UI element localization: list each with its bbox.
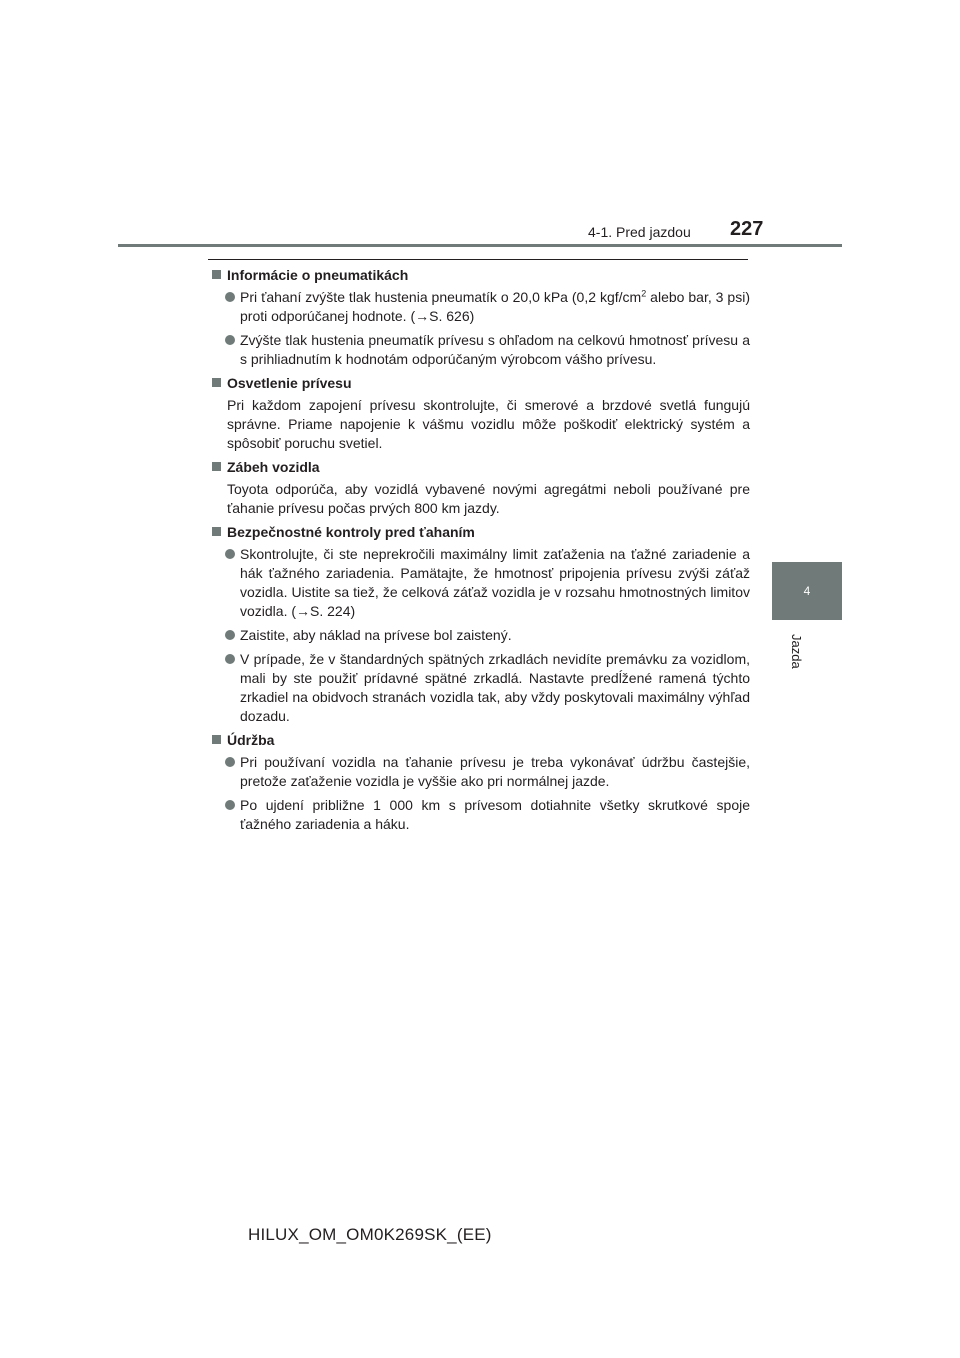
section-safety-checks	[210, 523, 750, 726]
list-item	[210, 796, 750, 834]
section-paragraph: Pri každom zapojení prívesu skontrolujte, či smerové a brzdové svetlá fungujú správne. Priame napojenie k vášmu vozidlu môže poškodiť elektrický systém a spôsobiť poruchu svetiel.	[227, 397, 750, 451]
text-before-sup: Pri ťahaní zvýšte tlak hustenia pneumatík o 20,0 kPa (0,2 kgf/cm	[240, 289, 642, 305]
list-item-text: Pri používaní vozidla na ťahanie prívesu je treba vykonávať údržbu častejšie, pretože zaťaženie vozidla je vyššie ako pri normálnej jazde.	[240, 754, 750, 789]
section-tires	[210, 266, 750, 369]
page-number: 227	[730, 218, 764, 240]
chapter-side-label: Jazda	[789, 634, 804, 669]
section-title-text: Bezpečnostné kontroly pred ťahaním	[227, 524, 475, 540]
document-code-footer: HILUX_OM_OM0K269SK_(EE)	[248, 1225, 492, 1244]
section-title	[210, 458, 750, 477]
text-after-sup: alebo bar, 3 psi) proti odporúčanej hodnote. (→S. 626)	[240, 289, 750, 324]
section-maintenance	[210, 731, 750, 834]
content-top-rule	[208, 259, 748, 260]
list-item	[210, 331, 750, 369]
list-item-text: Skontrolujte, či ste neprekročili maximálny limit zaťaženia na ťažné zariadenie a hák ťažného zariadenia. Pamätajte, že hmotnosť pripojenia prívesu zvýši záťaž vozidla. Uistite sa tiež, že celková záťaž vozidla je v rozsahu hmotnostných limitov vozidla. (→S. 224)	[240, 546, 750, 619]
list-item	[210, 626, 750, 645]
square-bullet-icon	[212, 527, 221, 536]
chapter-side-tab	[772, 562, 842, 620]
section-title	[210, 374, 750, 393]
section-title-text: Osvetlenie prívesu	[227, 375, 352, 391]
list-item	[210, 545, 750, 621]
list-item-text: V prípade, že v štandardných spätných zrkadlách nevidíte premávku za vozidlom, mali by ste použiť prídavné spätné zrkadlá. Nastavte predĺžené ramená týchto zrkadiel na obidvoch stranách vozidla tak, aby vždy poskytovali maximálny výhľad dozadu.	[240, 651, 750, 724]
section-trailer-lights	[210, 374, 750, 453]
section-title	[210, 266, 750, 285]
round-bullet-icon	[225, 292, 235, 302]
section-title	[210, 731, 750, 750]
round-bullet-icon	[225, 335, 235, 345]
section-break-in	[210, 458, 750, 518]
list-item-text: Po ujdení približne 1 000 km s prívesom dotiahnite všetky skrutkové spoje ťažného zariadenia a háku.	[240, 797, 750, 832]
list-item-text: Zvýšte tlak hustenia pneumatík prívesu s ohľadom na celkovú hmotnosť prívesu a s prihliadnutím k hodnotám odporúčaným výrobcom vášho prívesu.	[240, 332, 750, 367]
square-bullet-icon	[212, 378, 221, 387]
round-bullet-icon	[225, 800, 235, 810]
list-item-text	[240, 288, 750, 326]
list-item	[210, 753, 750, 791]
square-bullet-icon	[212, 462, 221, 471]
content-body	[210, 266, 750, 839]
round-bullet-icon	[225, 630, 235, 640]
header-rule	[118, 244, 842, 247]
chapter-heading: 4-1. Pred jazdou	[588, 224, 691, 240]
square-bullet-icon	[212, 735, 221, 744]
list-item-text: Zaistite, aby náklad na prívese bol zaistený.	[240, 627, 512, 643]
section-title-text: Zábeh vozidla	[227, 459, 320, 475]
section-title-text: Údržba	[227, 732, 275, 748]
list-item	[210, 288, 750, 326]
round-bullet-icon	[225, 757, 235, 767]
section-title	[210, 523, 750, 542]
superscript: 2	[641, 288, 647, 299]
round-bullet-icon	[225, 654, 235, 664]
list-item	[210, 650, 750, 726]
round-bullet-icon	[225, 549, 235, 559]
section-paragraph: Toyota odporúča, aby vozidlá vybavené novými agregátmi neboli používané pre ťahanie prívesu počas prvých 800 km jazdy.	[227, 481, 750, 516]
section-title-text: Informácie o pneumatikách	[227, 267, 409, 283]
side-tab-number: 4	[803, 584, 811, 598]
square-bullet-icon	[212, 270, 221, 279]
